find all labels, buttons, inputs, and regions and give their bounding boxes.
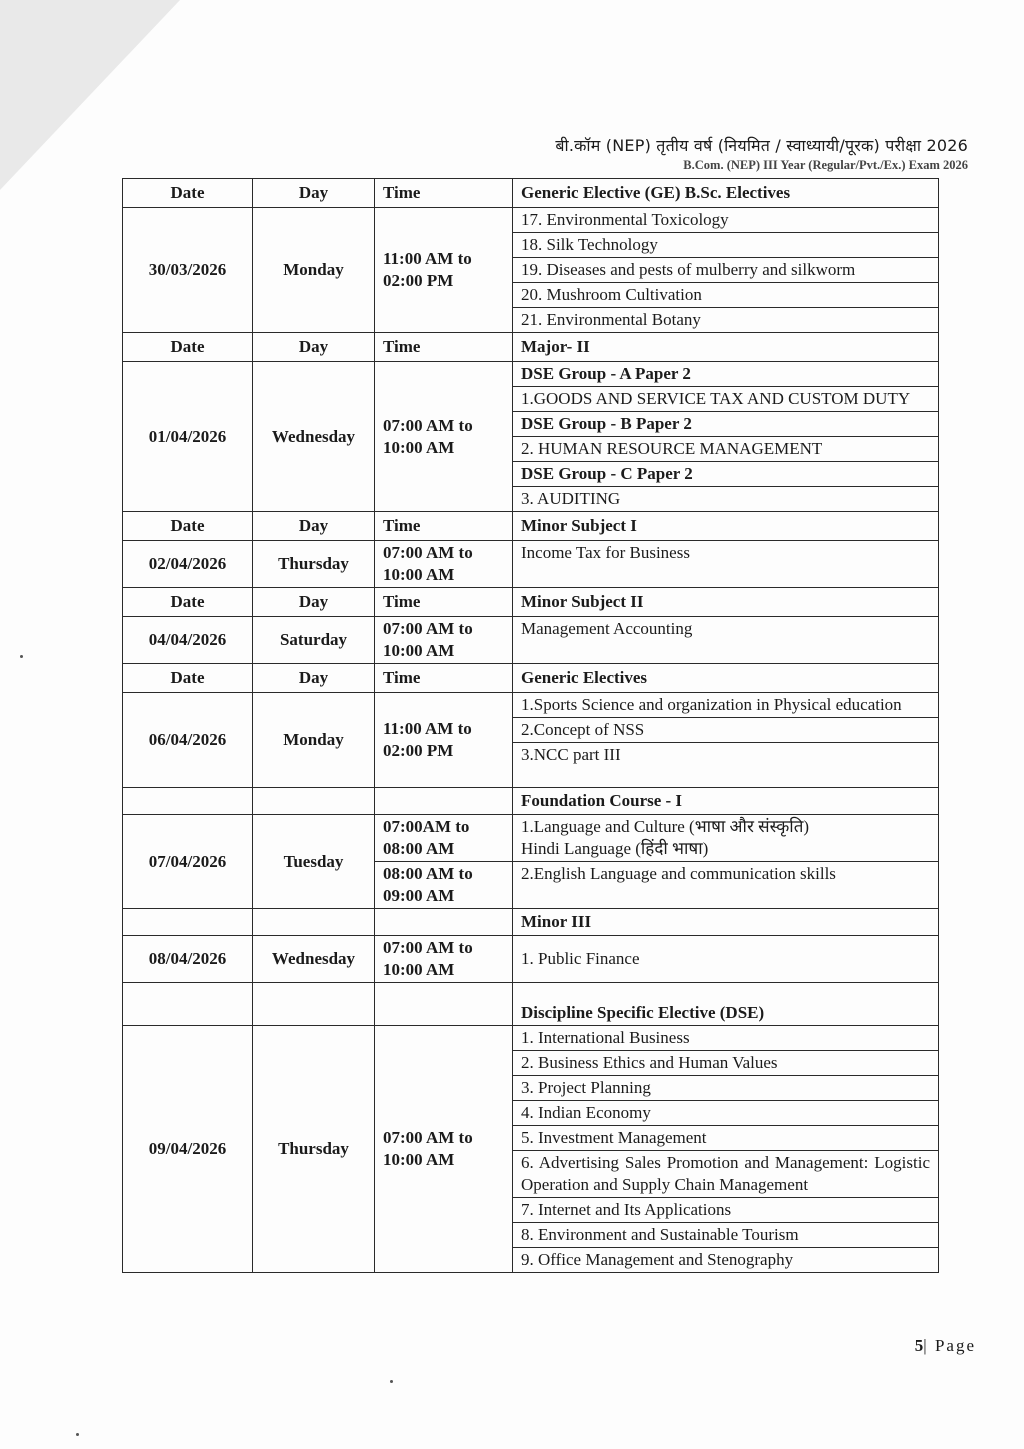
subject-item: 18. Silk Technology — [513, 233, 939, 258]
section-heading: Generic Elective (GE) B.Sc. Electives — [513, 179, 939, 208]
exam-date: 07/04/2026 — [123, 815, 253, 909]
exam-day: Wednesday — [253, 936, 375, 983]
subject-item: Income Tax for Business — [513, 541, 939, 588]
dse-group-label: DSE Group - A Paper 2 — [513, 362, 939, 387]
dse-group-label: DSE Group - B Paper 2 — [513, 412, 939, 437]
subject-item: 1.GOODS AND SERVICE TAX AND CUSTOM DUTY — [513, 387, 939, 412]
table-header-row — [123, 664, 939, 693]
exam-time: 07:00 AM to 10:00 AM — [375, 541, 513, 588]
exam-time: 08:00 AM to 09:00 AM — [375, 862, 513, 909]
scan-speck — [390, 1380, 393, 1383]
hindi-exam-title: बी.कॉम (NEP) तृतीय वर्ष (नियमित / स्वाध्यायी/पूरक) परीक्षा 2026 — [555, 136, 968, 155]
table-row — [123, 617, 939, 664]
dse-group-label: DSE Group - C Paper 2 — [513, 462, 939, 487]
subject-item: 1. International Business — [513, 1026, 939, 1051]
subject-line: Hindi Language (हिंदी भाषा) — [521, 839, 709, 858]
english-exam-title: B.Com. (NEP) III Year (Regular/Pvt./Ex.) Exam 2026 — [683, 158, 968, 172]
exam-time: 07:00AM to 08:00 AM — [375, 815, 513, 862]
exam-day: Tuesday — [253, 815, 375, 909]
exam-date: 09/04/2026 — [123, 1026, 253, 1273]
exam-time: 07:00 AM to 10:00 AM — [375, 1026, 513, 1273]
exam-day: Monday — [253, 693, 375, 788]
time-header: Time — [375, 588, 513, 617]
subject-item: 2.English Language and communication skills — [513, 862, 939, 909]
time-header: Time — [375, 512, 513, 541]
date-header: Date — [123, 333, 253, 362]
folded-corner — [0, 0, 180, 190]
day-header: Day — [253, 179, 375, 208]
table-row — [123, 815, 939, 862]
subject-item: 19. Diseases and pests of mulberry and silkworm — [513, 258, 939, 283]
subject-item: 3. Project Planning — [513, 1076, 939, 1101]
subject-item: 3.NCC part III — [513, 743, 939, 788]
subject-item — [513, 815, 939, 862]
empty-cell — [253, 909, 375, 936]
subject-line: 1.Language and Culture (भाषा और संस्कृति) — [521, 817, 810, 836]
page-number: 5 — [914, 1336, 924, 1355]
subject-item: 3. AUDITING — [513, 487, 939, 512]
subject-item: 20. Mushroom Cultivation — [513, 283, 939, 308]
date-header: Date — [123, 179, 253, 208]
section-heading: Minor III — [513, 909, 939, 936]
exam-date: 08/04/2026 — [123, 936, 253, 983]
section-heading: Minor Subject I — [513, 512, 939, 541]
page-label: | Page — [923, 1336, 976, 1355]
section-heading: Major- II — [513, 333, 939, 362]
time-header: Time — [375, 664, 513, 693]
subject-item: 8. Environment and Sustainable Tourism — [513, 1223, 939, 1248]
day-header: Day — [253, 333, 375, 362]
date-header: Date — [123, 664, 253, 693]
exam-date: 02/04/2026 — [123, 541, 253, 588]
exam-day: Wednesday — [253, 362, 375, 512]
section-heading: Minor Subject II — [513, 588, 939, 617]
time-header: Time — [375, 333, 513, 362]
scan-speck — [20, 655, 23, 658]
subject-item: 1. Public Finance — [513, 936, 939, 983]
table-header-row — [123, 588, 939, 617]
exam-date: 06/04/2026 — [123, 693, 253, 788]
table-row — [123, 541, 939, 588]
exam-day: Thursday — [253, 541, 375, 588]
subject-item: 6. Advertising Sales Promotion and Management: Logistic Operation and Supply Chain Management — [513, 1151, 939, 1198]
day-header: Day — [253, 512, 375, 541]
day-header: Day — [253, 588, 375, 617]
empty-cell — [123, 983, 253, 1026]
exam-day: Monday — [253, 208, 375, 333]
subject-item: 7. Internet and Its Applications — [513, 1198, 939, 1223]
section-heading: Discipline Specific Elective (DSE) — [513, 983, 939, 1026]
section-heading: Generic Electives — [513, 664, 939, 693]
exam-day: Thursday — [253, 1026, 375, 1273]
table-header-row — [123, 788, 939, 815]
exam-date: 01/04/2026 — [123, 362, 253, 512]
section-heading: Foundation Course - I — [513, 788, 939, 815]
subject-item: 9. Office Management and Stenography — [513, 1248, 939, 1273]
exam-time: 07:00 AM to 10:00 AM — [375, 362, 513, 512]
empty-cell — [375, 788, 513, 815]
table-row — [123, 936, 939, 983]
table-header-row — [123, 179, 939, 208]
date-header: Date — [123, 512, 253, 541]
empty-cell — [253, 983, 375, 1026]
exam-time: 07:00 AM to 10:00 AM — [375, 617, 513, 664]
subject-item: Management Accounting — [513, 617, 939, 664]
empty-cell — [375, 983, 513, 1026]
exam-date: 30/03/2026 — [123, 208, 253, 333]
table-row — [123, 362, 939, 387]
exam-time: 11:00 AM to 02:00 PM — [375, 693, 513, 788]
exam-day: Saturday — [253, 617, 375, 664]
exam-time: 07:00 AM to 10:00 AM — [375, 936, 513, 983]
exam-date: 04/04/2026 — [123, 617, 253, 664]
table-header-row — [123, 512, 939, 541]
exam-time: 11:00 AM to 02:00 PM — [375, 208, 513, 333]
date-header: Date — [123, 588, 253, 617]
day-header: Day — [253, 664, 375, 693]
subject-item: 4. Indian Economy — [513, 1101, 939, 1126]
subject-item: 21. Environmental Botany — [513, 308, 939, 333]
empty-cell — [123, 909, 253, 936]
empty-cell — [253, 788, 375, 815]
exam-schedule-table — [122, 178, 939, 1273]
table-header-row — [123, 333, 939, 362]
table-row — [123, 208, 939, 233]
table-header-row — [123, 909, 939, 936]
table-row — [123, 693, 939, 718]
table-header-row — [123, 983, 939, 1026]
subject-item: 17. Environmental Toxicology — [513, 208, 939, 233]
table-row — [123, 1026, 939, 1051]
empty-cell — [375, 909, 513, 936]
subject-item: 2.Concept of NSS — [513, 718, 939, 743]
subject-item: 5. Investment Management — [513, 1126, 939, 1151]
empty-cell — [123, 788, 253, 815]
scan-speck — [76, 1433, 79, 1436]
subject-item: 1.Sports Science and organization in Physical education — [513, 693, 939, 718]
subject-item: 2. Business Ethics and Human Values — [513, 1051, 939, 1076]
time-header: Time — [375, 179, 513, 208]
page-footer — [915, 1336, 976, 1356]
subject-item: 2. HUMAN RESOURCE MANAGEMENT — [513, 437, 939, 462]
